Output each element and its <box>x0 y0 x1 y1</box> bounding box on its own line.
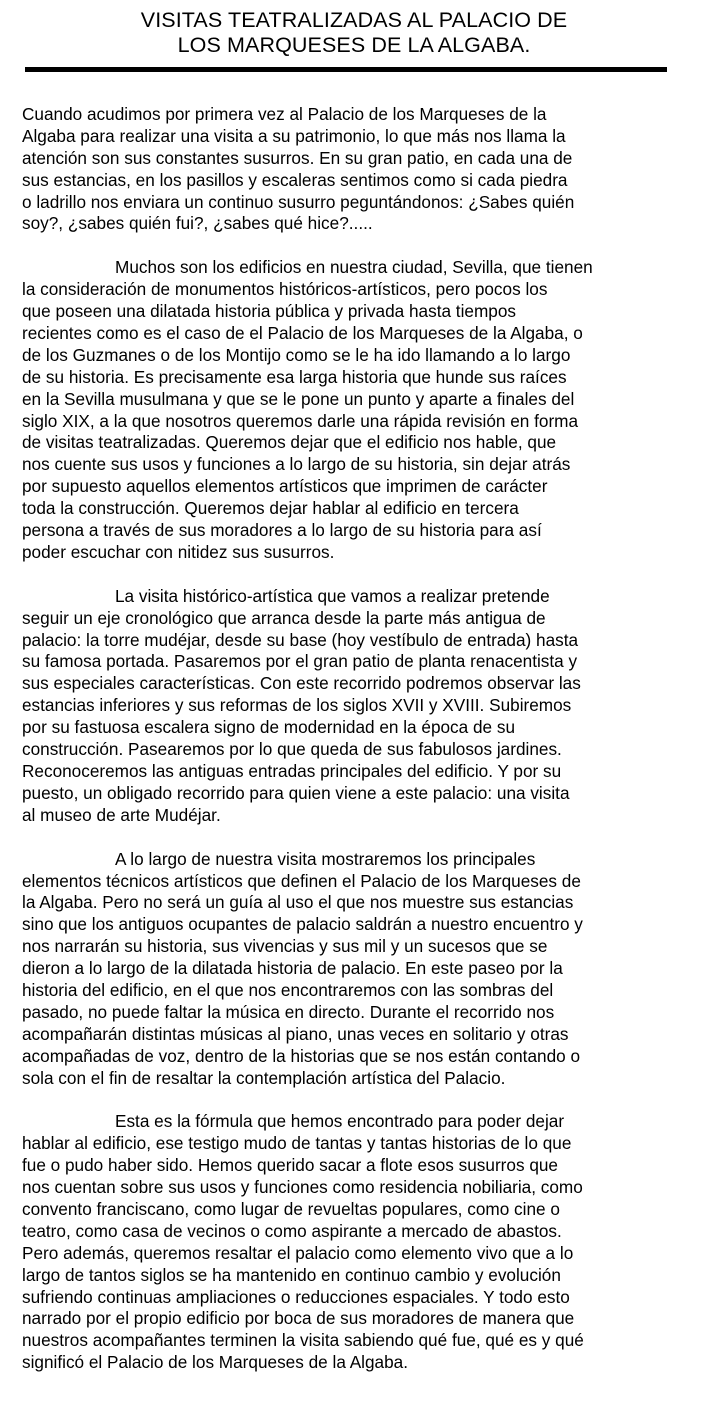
paragraph-line: por su fastuosa escalera signo de modernidad en la época de su <box>22 717 516 738</box>
paragraph-line: nos cuente sus usos y funciones a lo largo de su historia, sin dejar atrás <box>22 454 571 475</box>
paragraph-3 <box>22 586 702 827</box>
paragraph-line: nos narrarán su historia, sus vivencias y sus mil y un sucesos que se <box>22 936 548 957</box>
paragraph-line: largo de tantos siglos se ha mantenido en continuo cambio y evolución <box>22 1264 561 1285</box>
paragraph-line: nos cuentan sobre sus usos y funciones como residencia nobiliaria, como <box>22 1177 583 1198</box>
paragraph-line: Reconoceremos las antiguas entradas principales del edificio. Y por su <box>22 760 562 781</box>
paragraph-line: persona a través de sus moradores a lo largo de su historia para así <box>22 520 542 541</box>
title-line-2: LOS MARQUESES DE LA ALGABA. <box>177 33 531 57</box>
paragraph-line: significó el Palacio de los Marqueses de la Algaba. <box>22 1352 408 1373</box>
paragraph-line: al museo de arte Mudéjar. <box>22 804 221 825</box>
paragraph-line: la Algaba. Pero no será un guía al uso el que nos muestre sus estancias <box>22 892 574 913</box>
paragraph-line: Algaba para realizar una visita a su patrimonio, lo que más nos llama la <box>22 125 566 146</box>
paragraph-line: seguir un eje cronológico que arranca desde la parte más antigua de <box>22 607 546 628</box>
paragraph-2 <box>22 257 702 563</box>
paragraph-line: que poseen una dilatada historia pública y privada hasta tiempos <box>22 301 516 322</box>
paragraph-line: Muchos son los edificios en nuestra ciudad, Sevilla, que tienen <box>115 257 593 278</box>
paragraph-line: nuestros acompañantes terminen la visita sabiendo qué fue, qué es y qué <box>22 1330 584 1351</box>
paragraph-line: construcción. Pasearemos por lo que queda de sus fabulosos jardines. <box>22 739 562 760</box>
paragraph-line: poder escuchar con nitidez sus susurros. <box>22 541 335 562</box>
paragraph-line: puesto, un obligado recorrido para quien viene a este palacio: una visita <box>22 782 570 803</box>
paragraph-line: A lo largo de nuestra visita mostraremos los principales <box>115 848 536 869</box>
paragraph-line: por supuesto aquellos elementos artísticos que imprimen de carácter <box>22 476 548 497</box>
paragraph-line: Pero además, queremos resaltar el palacio como elemento vivo que a lo <box>22 1242 574 1263</box>
paragraph-line: narrado por el propio edificio por boca de sus moradores de manera que <box>22 1308 575 1329</box>
paragraph-line: sus especiales características. Con este recorrido podremos observar las <box>22 673 581 694</box>
document-title <box>22 8 686 58</box>
paragraph-line: atención son sus constantes susurros. En su gran patio, en cada una de <box>22 147 573 168</box>
paragraph-line: fue o pudo haber sido. Hemos querido sacar a flote esos susurros que <box>22 1155 558 1176</box>
document-body <box>22 104 702 1396</box>
title-divider <box>25 67 667 72</box>
paragraph-line: elementos técnicos artísticos que definen el Palacio de los Marqueses de <box>22 870 581 891</box>
paragraph-line: pasado, no puede faltar la música en directo. Durante el recorrido nos <box>22 1001 555 1022</box>
paragraph-line: sufriendo continuas ampliaciones o reducciones espaciales. Y todo esto <box>22 1286 570 1307</box>
paragraph-line: en la Sevilla musulmana y que se le pone un punto y aparte a finales del <box>22 388 575 409</box>
paragraph-line: La visita histórico-artística que vamos a realizar pretende <box>115 585 550 606</box>
paragraph-line: soy?, ¿sabes quién fui?, ¿sabes qué hice?..... <box>22 213 373 234</box>
paragraph-line: siglo XIX, a la que nosotros queremos darle una rápida revisión en forma <box>22 410 579 431</box>
paragraph-line: palacio: la torre mudéjar, desde su base (hoy vestíbulo de entrada) hasta <box>22 629 579 650</box>
paragraph-line: recientes como es el caso de el Palacio de los Marqueses de la Algaba, o <box>22 323 583 344</box>
paragraph-line: estancias inferiores y sus reformas de los siglos XVII y XVIII. Subiremos <box>22 695 572 716</box>
paragraph-line: o ladrillo nos enviara un continuo susurro peguntándonos: ¿Sabes quién <box>22 191 575 212</box>
paragraph-line: sus estancias, en los pasillos y escaleras sentimos como si cada piedra <box>22 169 568 190</box>
paragraph-line: Esta es la fórmula que hemos encontrado para poder dejar <box>115 1111 565 1132</box>
paragraph-line: de visitas teatralizadas. Queremos dejar que el edificio nos hable, que <box>22 432 557 453</box>
title-line-1: VISITAS TEATRALIZADAS AL PALACIO DE <box>140 8 568 32</box>
paragraph-line: teatro, como casa de vecinos o como aspirante a mercado de abastos. <box>22 1220 562 1241</box>
paragraph-1 <box>22 104 702 235</box>
paragraph-line: convento franciscano, como lugar de revueltas populares, como cine o <box>22 1198 560 1219</box>
paragraph-line: hablar al edificio, ese testigo mudo de tantas y tantas historias de lo que <box>22 1133 572 1154</box>
paragraph-4 <box>22 849 702 1090</box>
paragraph-line: dieron a lo largo de la dilatada historia de palacio. En este paseo por la <box>22 958 563 979</box>
paragraph-line: de los Guzmanes o de los Montijo como se le ha ido llamando a lo largo <box>22 344 571 365</box>
paragraph-line: acompañadas de voz, dentro de la historias que se nos están contando o <box>22 1045 581 1066</box>
paragraph-line: sino que los antiguos ocupantes de palacio saldrán a nuestro encuentro y <box>22 914 583 935</box>
paragraph-line: su famosa portada. Pasaremos por el gran patio de planta renacentista y <box>22 651 578 672</box>
paragraph-line: de su historia. Es precisamente esa larga historia que hunde sus raíces <box>22 366 567 387</box>
paragraph-line: acompañarán distintas músicas al piano, unas veces en solitario y otras <box>22 1023 569 1044</box>
paragraph-line: historia del edificio, en el que nos encontraremos con las sombras del <box>22 979 554 1000</box>
paragraph-line: sola con el fin de resaltar la contemplación artística del Palacio. <box>22 1067 506 1088</box>
paragraph-5 <box>22 1111 702 1374</box>
paragraph-line: la consideración de monumentos históricos-artísticos, pero pocos los <box>22 279 548 300</box>
paragraph-line: toda la construcción. Queremos dejar hablar al edificio en tercera <box>22 498 519 519</box>
paragraph-line: Cuando acudimos por primera vez al Palacio de los Marqueses de la <box>22 104 547 124</box>
